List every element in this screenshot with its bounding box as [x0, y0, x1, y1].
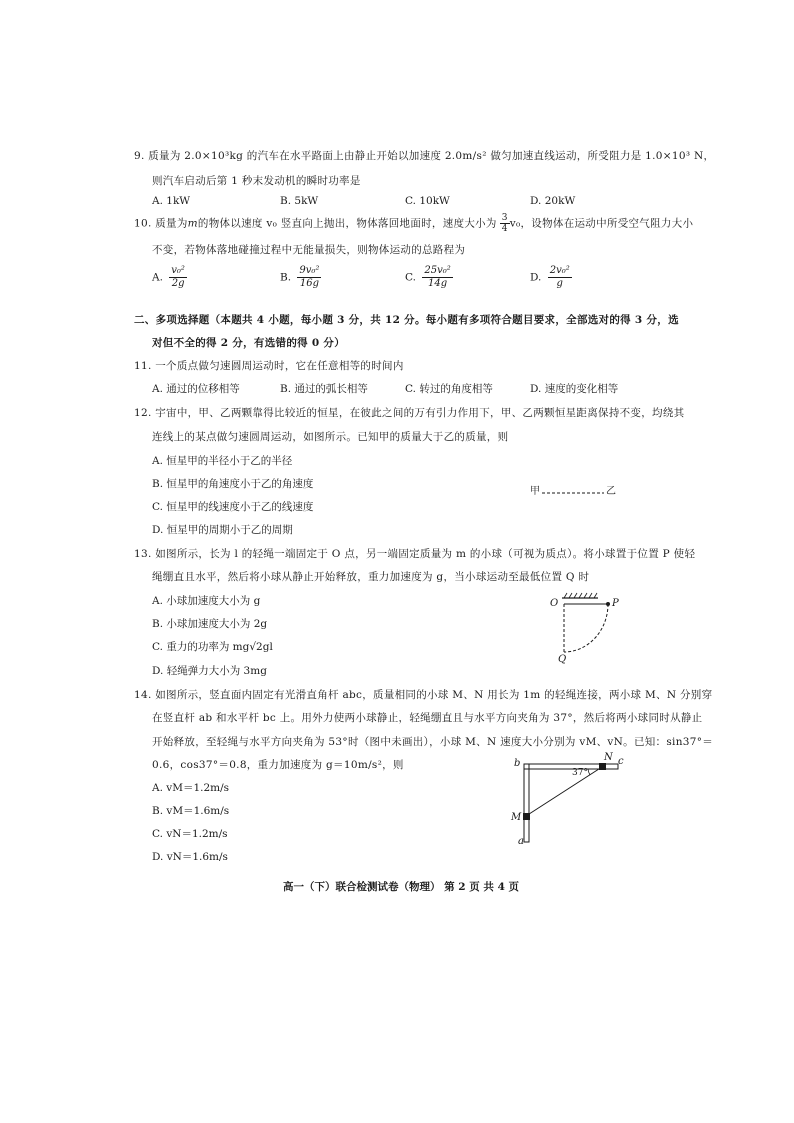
q14-ball-n	[599, 763, 606, 770]
q13-pendulum-figure	[540, 592, 630, 670]
q10-option-b-fraction	[297, 265, 321, 290]
q14-label-angle: 37°	[572, 768, 588, 778]
q10-option-b-den: 16g	[299, 278, 319, 289]
q10-stem-line2: 不变，若物体落地碰撞过程中无能量损失，则物体运动的总路程为	[152, 244, 466, 256]
section2-heading-line1: 二、多项选择题（本题共 4 小题，每小题 3 分，共 12 分。每小题有多项符合题目要求，全部选对的得 3 分，选	[134, 314, 679, 326]
q14-right-angle-rod-figure	[508, 752, 628, 848]
q13-label-o: O	[550, 598, 559, 609]
q14-stem-line2: 在竖直杆 ab 和水平杆 bc 上。用外力使两小球静止，轻绳绷直且与水平方向夹角为 37°，然后将两小球同时从静止	[152, 712, 703, 724]
q13-option-b: B. 小球加速度大小为 2g	[152, 618, 268, 630]
q14-option-b: B. vM＝1.6m/s	[152, 805, 230, 817]
q10-stem-text-b: 的物体以速度 v₀ 竖直向上抛出，物体落回地面时，速度大小为	[197, 217, 497, 230]
section2-heading-line2: 对但不全的得 2 分，有选错的得 0 分）	[152, 337, 346, 349]
q10-option-a	[152, 265, 187, 290]
q10-stem-text-a: 10. 质量为	[134, 217, 188, 230]
q9-stem-line1: 9. 质量为 2.0×10³kg 的汽车在水平路面上由静止开始以加速度 2.0m/s² 做匀加速直线运动，所受阻力是 1.0×10³ N，	[134, 150, 715, 162]
q10-mass-symbol: m	[187, 217, 198, 230]
q12-option-d: D. 恒星甲的周期小于乙的周期	[152, 524, 293, 536]
q13-option-a: A. 小球加速度大小为 g	[152, 595, 261, 607]
q9-option-c: C. 10kW	[405, 195, 450, 207]
q10-fraction	[500, 213, 510, 234]
q10-fraction-den: 4	[501, 224, 508, 234]
q10-option-d-label: D.	[530, 271, 542, 284]
q14-option-a: A. vM＝1.2m/s	[152, 782, 230, 794]
q13-label-p: P	[612, 598, 619, 609]
q10-option-d-den: g	[556, 278, 563, 289]
q11-stem: 11. 一个质点做匀速圆周运动时，它在任意相等的时间内	[134, 360, 404, 372]
q9-stem-line2: 则汽车启动后第 1 秒末发动机的瞬时功率是	[152, 175, 361, 187]
q10-option-a-den: 2g	[171, 278, 185, 289]
page-footer: 高一（下）联合检测试卷（物理） 第 2 页 共 4 页	[283, 881, 520, 893]
q12-stem-line1: 12. 宇宙中，甲、乙两颗靠得比较近的恒星，在彼此之间的万有引力作用下，甲、乙两颗恒星距离保持不变，均绕其	[134, 407, 685, 419]
q13-stem-line2: 绳绷直且水平，然后将小球从静止开始释放，重力加速度为 g，当小球运动至最低位置 Q 时	[152, 571, 590, 583]
q14-figure-svg	[508, 756, 628, 848]
q10-stem-text-c: v₀，设物体在运动中所受空气阻力大小	[509, 217, 694, 230]
q12-label-yi: 乙	[606, 486, 616, 497]
q11-option-d: D. 速度的变化相等	[530, 383, 619, 395]
q9-option-a: A. 1kW	[152, 195, 191, 207]
q14-option-c: C. vN＝1.2m/s	[152, 828, 228, 840]
q14-label-a: a	[518, 836, 524, 847]
q11-option-a: A. 通过的位移相等	[152, 383, 240, 395]
q10-option-a-label: A.	[152, 271, 163, 284]
q14-stem-line3: 开始释放，至轻绳与水平方向夹角为 53°时（图中未画出），小球 M、N 速度大小分别为 vM、vN。已知：sin37°＝	[152, 736, 714, 748]
q10-option-b-label: B.	[280, 271, 292, 284]
q10-option-c-label: C.	[405, 271, 416, 284]
q10-option-d-fraction	[548, 265, 572, 290]
q10-stem-line1	[134, 213, 693, 234]
q9-option-b: B. 5kW	[280, 195, 319, 207]
q10-option-d-num: 2v₀²	[549, 265, 570, 276]
q9-option-d: D. 20kW	[530, 195, 576, 207]
q10-option-a-fraction	[169, 265, 187, 290]
q11-option-c: C. 转过的角度相等	[405, 383, 493, 395]
q10-option-c	[405, 265, 453, 290]
q12-option-a: A. 恒星甲的半径小于乙的半径	[152, 455, 293, 467]
q14-stem-line4: 0.6，cos37°＝0.8，重力加速度为 g＝10m/s²，则	[152, 759, 404, 771]
q12-stem-line2: 连线上的某点做匀速圆周运动，如图所示。已知甲的质量大于乙的质量，则	[152, 431, 509, 443]
q14-label-n: N	[604, 752, 613, 763]
q12-label-jia: 甲	[530, 486, 540, 497]
q11-option-b: B. 通过的弧长相等	[280, 383, 368, 395]
q14-ball-m	[523, 813, 530, 820]
q12-binary-star-figure	[528, 480, 628, 502]
q13-label-q: Q	[558, 654, 567, 665]
q14-label-m: M	[511, 812, 522, 823]
q14-label-c: c	[618, 756, 624, 767]
q10-option-c-den: 14g	[427, 278, 448, 289]
q10-option-b-num: 9v₀²	[299, 265, 320, 276]
q12-option-b: B. 恒星甲的角速度小于乙的角速度	[152, 478, 314, 490]
q10-option-d	[530, 265, 572, 290]
q14-vertical-rod	[524, 764, 529, 842]
q10-option-c-num: 25v₀²	[424, 265, 451, 276]
q14-option-d: D. vN＝1.6m/s	[152, 851, 228, 863]
q14-angle-arc	[588, 769, 590, 775]
q10-option-b	[280, 265, 321, 290]
q14-label-b: b	[514, 758, 521, 769]
q10-option-a-num: v₀²	[171, 265, 185, 276]
q12-option-c: C. 恒星甲的线速度小于乙的线速度	[152, 501, 314, 513]
q13-option-c: C. 重力的功率为 mg√2gl	[152, 641, 273, 653]
q13-ceiling-hatch	[564, 593, 597, 598]
q14-rope	[526, 767, 602, 816]
q13-arc-dashed	[564, 604, 608, 652]
q14-stem-line1: 14. 如图所示，竖直面内固定有光滑直角杆 abc，质量相同的小球 M、N 用长为 1m 的轻绳连接，两小球 M、N 分别穿	[134, 689, 713, 701]
q13-stem-line1: 13. 如图所示，长为 l 的轻绳一端固定于 O 点，另一端固定质量为 m 的小球（可视为质点）。将小球置于位置 P 使轻	[134, 548, 696, 560]
q10-fraction-num: 3	[501, 213, 508, 223]
q13-option-d: D. 轻绳弹力大小为 3mg	[152, 665, 267, 677]
q10-option-c-fraction	[422, 265, 452, 290]
